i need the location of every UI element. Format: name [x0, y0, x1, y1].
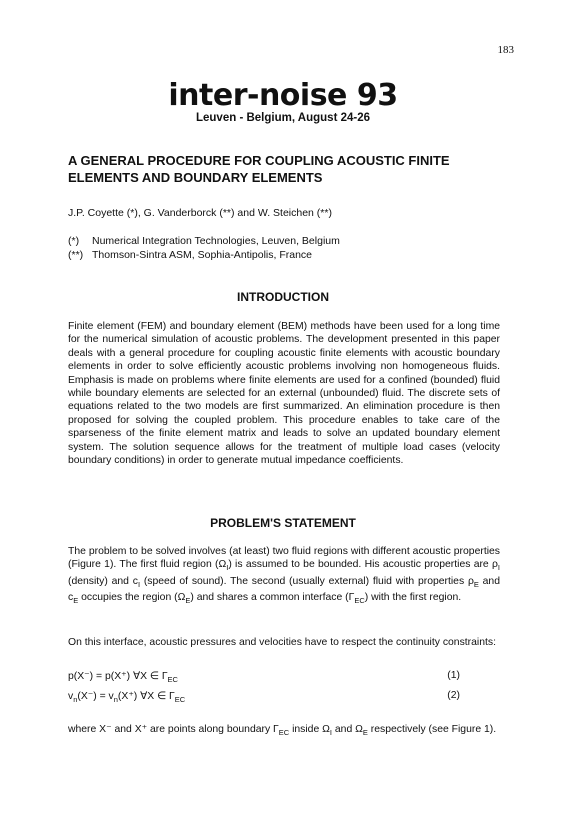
equation-2: $v_n(X^-) = v_n(X^+)$ ∀X ∈ $\Gamma_{EC}$ (2)	[68, 690, 460, 705]
page-number: 183	[497, 44, 514, 56]
equation-1: p(X⁻) = p(X⁺) ∀X ∈ $\Gamma_{EC}$ (1)	[68, 670, 460, 685]
affiliation-marker: (*)	[68, 235, 80, 247]
affiliation-text: Numerical Integration Technologies, Leuven, Belgium	[92, 235, 340, 247]
problem-paragraph-3: where X⁻ and X⁺ are points along boundary $\Gamma_{EC}$ inside $\Omega_I$ and $\Omega_E$ respectively (see Figure 1).	[68, 724, 497, 738]
authors: J.P. Coyette (*), G. Vanderborck (**) and W. Steichen (**)	[68, 207, 332, 219]
affiliation-2	[68, 249, 312, 262]
affiliation-text: Thomson-Sintra ASM, Sophia-Antipolis, France	[92, 249, 313, 261]
paper-title: A GENERAL PROCEDURE FOR COUPLING ACOUSTIC FINITE ELEMENTS AND BOUNDARY ELEMENTS	[68, 153, 450, 185]
problem-paragraph-2: On this interface, acoustic pressures and velocities have to respect the continuity constraints:	[68, 637, 496, 648]
equation-number: (1)	[447, 670, 460, 681]
problem-paragraph-1: The problem to be solved involves (at least) two fluid regions with different acoustic properties (Figure 1). The first fluid region $(\Omega_I)$ is assumed to be bounded. His acoustic properties are $\rho_I$ (density) and $c_I$ (speed of sound). The second (usually external) fluid with properties $\rho_E$ and $c_E$ occupies the region $(\Omega_E)$ and shares a common interface $(\Gamma_{EC})$ with the first region.	[68, 546, 500, 606]
section-heading-introduction: INTRODUCTION	[237, 290, 329, 304]
introduction-paragraph: Finite element (FEM) and boundary element (BEM) methods have been used for a long time for the numerical simulation of acoustic problems. The development presented in this paper deals with a general procedure for coupling acoustic finite elements with acoustic boundary elements in order to solve efficiently acoustic problems involving non homogeneous fluids. Emphasis is made on problems where finite elements are used for a confined (bounded) fluid while boundary elements are selected for an external (unbounded) fluid. The discrete sets of equations related to the two models are first summarized. An elimination procedure is then proposed for solving the coupled problem. This procedure enables to take care of the sparseness of the finite element matrix and leads to solve an updated boundary element system. The solution sequence allows for the treatment of multiple load cases (velocity boundary conditions) in order to generate mutual impedance coefficients.	[68, 321, 500, 467]
conference-logo: inter-noise 93	[168, 78, 398, 113]
section-heading-problem-statement: PROBLEM'S STATEMENT	[210, 516, 356, 530]
equation-number: (2)	[447, 690, 460, 701]
affiliation-marker: (**)	[68, 249, 84, 261]
conference-place-date: Leuven - Belgium, August 24-26	[195, 112, 371, 124]
affiliation-1	[68, 235, 340, 248]
